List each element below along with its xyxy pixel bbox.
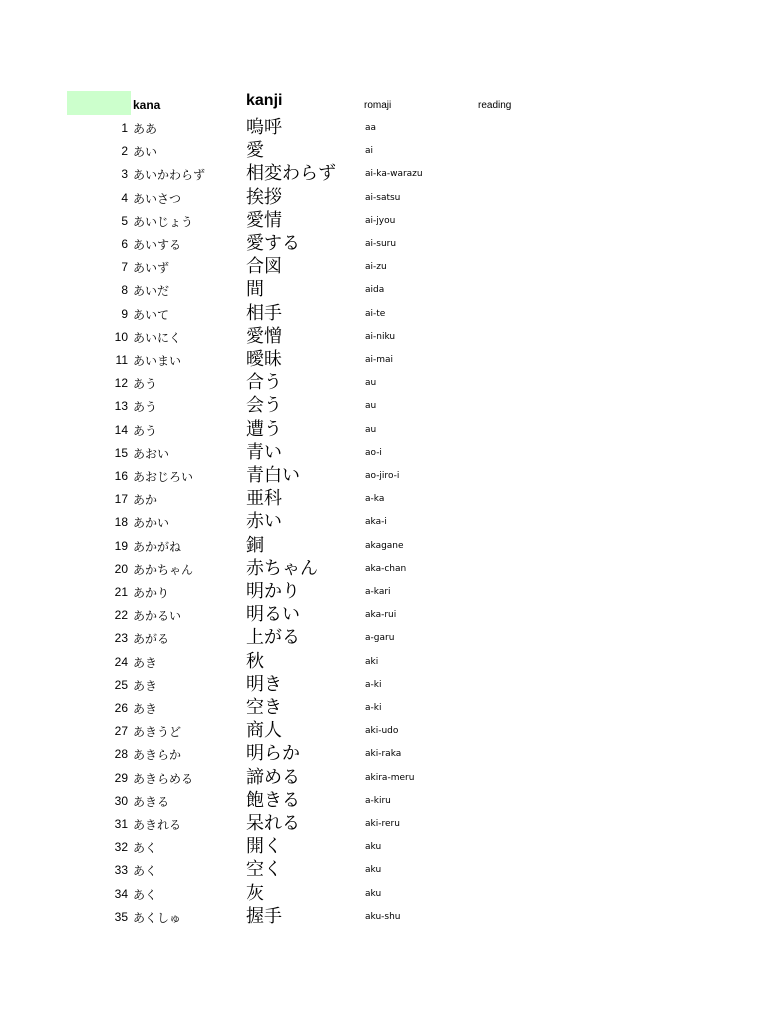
table-row	[0, 790, 768, 813]
kanji-cell[interactable]: 亜科	[246, 488, 282, 510]
kana-cell[interactable]: あかちゃん	[133, 562, 194, 577]
table-row	[0, 906, 768, 929]
romaji-cell[interactable]: aa	[365, 123, 377, 133]
romaji-cell[interactable]: ai-zu	[365, 262, 387, 273]
row-number[interactable]: 4	[121, 190, 128, 205]
romaji-cell[interactable]: ai-niku	[365, 331, 396, 342]
kanji-cell[interactable]: 青白い	[246, 465, 300, 486]
table-row	[0, 558, 768, 581]
romaji-cell[interactable]: a-ki	[365, 703, 382, 713]
table-row	[0, 883, 768, 906]
row-number[interactable]: 16	[114, 469, 128, 483]
table-row	[0, 581, 768, 604]
kana-cell[interactable]: あく	[133, 887, 158, 902]
table-row	[0, 720, 768, 743]
romaji-cell[interactable]: au	[365, 401, 377, 412]
table-row	[0, 651, 768, 674]
row-number[interactable]: 18	[114, 515, 128, 530]
kana-cell[interactable]: あかり	[133, 586, 170, 600]
table-row	[0, 488, 768, 511]
kanji-cell[interactable]: 相手	[246, 302, 282, 324]
table-row	[0, 627, 768, 650]
kana-cell[interactable]: あく	[133, 864, 158, 879]
romaji-cell[interactable]: ai-mai	[365, 355, 394, 365]
kanji-cell[interactable]: 遭う	[246, 418, 282, 440]
kanji-cell[interactable]: 愛情	[246, 209, 282, 231]
kanji-cell[interactable]: 銅	[246, 534, 264, 556]
row-number[interactable]: 22	[114, 608, 128, 623]
table-row	[0, 117, 768, 140]
kana-cell[interactable]: あう	[133, 423, 158, 438]
romaji-cell[interactable]: akira-meru	[365, 772, 415, 783]
romaji-cell[interactable]: aka-i	[365, 517, 387, 528]
romaji-cell[interactable]: aki-raka	[365, 749, 402, 760]
kana-cell[interactable]: あきらか	[133, 748, 182, 763]
kanji-cell[interactable]: 灰	[246, 882, 264, 904]
kana-cell[interactable]: あき	[133, 655, 158, 670]
romaji-cell[interactable]: aki-udo	[365, 726, 399, 737]
row-number[interactable]: 5	[121, 213, 128, 228]
kanji-cell[interactable]: 秋	[246, 650, 264, 672]
kanji-cell[interactable]: 相変わらず	[246, 163, 336, 185]
kana-cell[interactable]: あいにく	[133, 330, 182, 345]
kanji-cell[interactable]: 空き	[246, 697, 282, 718]
romaji-cell[interactable]: aka-rui	[365, 610, 397, 621]
kana-cell[interactable]: あか	[133, 493, 158, 508]
kana-cell[interactable]: ああ	[133, 122, 158, 136]
kanji-cell[interactable]: 赤ちゃん	[246, 557, 318, 579]
table-row	[0, 674, 768, 697]
kana-cell[interactable]: あおじろい	[133, 470, 194, 484]
kana-cell[interactable]: あいず	[133, 261, 170, 276]
romaji-cell[interactable]: a-garu	[365, 633, 395, 644]
table-row	[0, 256, 768, 279]
romaji-cell[interactable]: aida	[365, 285, 385, 296]
table-row	[0, 372, 768, 395]
kanji-cell[interactable]: 呆れる	[246, 813, 300, 834]
kanji-cell[interactable]: 握手	[246, 905, 282, 927]
table-row	[0, 511, 768, 534]
row-number[interactable]: 26	[114, 701, 128, 715]
kana-cell[interactable]: あい	[133, 145, 158, 160]
row-number[interactable]: 13	[114, 399, 128, 414]
kana-cell[interactable]: あいする	[133, 238, 182, 252]
kanji-cell[interactable]: 明るい	[246, 604, 300, 626]
romaji-cell[interactable]: ao-i	[365, 447, 382, 458]
table-row	[0, 697, 768, 720]
romaji-cell[interactable]: aki-reru	[365, 819, 400, 829]
romaji-cell[interactable]: a-kiru	[365, 795, 391, 806]
table-row	[0, 743, 768, 766]
kana-cell[interactable]: あいじょう	[133, 214, 194, 229]
table-row	[0, 140, 768, 163]
romaji-cell[interactable]: ai	[365, 146, 374, 157]
kanji-cell[interactable]: 諦める	[246, 766, 300, 788]
kanji-cell[interactable]: 明らか	[246, 743, 300, 765]
table-row	[0, 279, 768, 302]
kanji-cell[interactable]: 明かり	[246, 581, 300, 602]
kanji-cell[interactable]: 挨拶	[246, 186, 282, 208]
kana-cell[interactable]: あう	[133, 377, 158, 392]
row-number[interactable]: 34	[114, 886, 128, 901]
kana-cell[interactable]: あかるい	[133, 609, 182, 624]
table-row	[0, 233, 768, 256]
row-number[interactable]: 1	[121, 121, 128, 135]
row-number[interactable]: 8	[121, 283, 128, 298]
table-row	[0, 163, 768, 186]
row-number[interactable]: 6	[121, 237, 128, 251]
kanji-cell[interactable]: 青い	[246, 441, 282, 463]
header-kanji: kanji	[246, 92, 283, 109]
row-number[interactable]: 29	[114, 770, 128, 785]
header-romaji: romaji	[364, 100, 392, 111]
romaji-cell[interactable]: au	[365, 378, 377, 389]
row-number[interactable]: 2	[121, 144, 128, 159]
kanji-cell[interactable]: 明き	[246, 673, 282, 695]
row-number[interactable]: 20	[114, 561, 128, 576]
table-row	[0, 813, 768, 836]
kana-cell[interactable]: あがる	[133, 632, 170, 647]
row-number[interactable]: 21	[114, 585, 128, 599]
header-reading: reading	[478, 100, 512, 111]
row-number[interactable]: 17	[114, 492, 128, 507]
row-number[interactable]: 30	[114, 793, 128, 808]
kana-cell[interactable]: あいさつ	[133, 191, 182, 206]
romaji-cell[interactable]: ai-suru	[365, 239, 397, 249]
row-number[interactable]: 24	[114, 654, 128, 669]
romaji-cell[interactable]: ai-ka-warazu	[365, 169, 423, 180]
row-number[interactable]: 33	[114, 863, 128, 878]
kana-cell[interactable]: あき	[133, 702, 158, 716]
table-row	[0, 836, 768, 859]
kanji-cell[interactable]: 愛する	[246, 233, 300, 254]
table-row	[0, 210, 768, 233]
row-number[interactable]: 25	[114, 677, 128, 692]
kana-cell[interactable]: あう	[133, 400, 158, 415]
kanji-cell[interactable]: 商人	[246, 720, 282, 742]
kanji-cell[interactable]: 曖昧	[246, 349, 282, 370]
kana-cell[interactable]: あき	[133, 678, 158, 693]
row-number[interactable]: 35	[114, 909, 128, 924]
kana-cell[interactable]: あきらめる	[133, 771, 194, 786]
kana-cell[interactable]: あきる	[133, 794, 170, 809]
kana-cell[interactable]: あく	[133, 841, 158, 856]
table-row	[0, 419, 768, 442]
kanji-cell[interactable]: 空く	[246, 859, 282, 881]
row-number[interactable]: 31	[114, 817, 128, 831]
kanji-cell[interactable]: 愛	[246, 140, 264, 162]
row-number[interactable]: 32	[114, 840, 128, 855]
kana-cell[interactable]: あいて	[133, 307, 170, 322]
romaji-cell[interactable]: ai-jyou	[365, 215, 396, 226]
kana-cell[interactable]: あかがね	[133, 539, 182, 554]
table-row	[0, 767, 768, 790]
table-row	[0, 859, 768, 882]
romaji-cell[interactable]: aku	[365, 842, 382, 853]
romaji-cell[interactable]: aku-shu	[365, 911, 401, 922]
kanji-cell[interactable]: 愛憎	[246, 325, 282, 347]
row-number[interactable]: 7	[121, 260, 128, 275]
row-number[interactable]: 12	[114, 376, 128, 391]
row-number[interactable]: 27	[114, 724, 128, 739]
romaji-cell[interactable]: akagane	[365, 540, 404, 551]
kana-cell[interactable]: あいまい	[133, 354, 182, 368]
table-row	[0, 465, 768, 488]
kanji-cell[interactable]: 合う	[246, 372, 282, 394]
kanji-cell[interactable]: 間	[246, 279, 264, 301]
romaji-cell[interactable]: a-ka	[365, 494, 385, 505]
header-kana: kana	[133, 98, 161, 112]
romaji-cell[interactable]: a-ki	[365, 679, 382, 690]
row-number[interactable]: 10	[114, 329, 128, 344]
romaji-cell[interactable]: ao-jiro-i	[365, 471, 400, 481]
table-row	[0, 326, 768, 349]
row-number[interactable]: 3	[121, 167, 128, 182]
row-number[interactable]: 11	[115, 353, 128, 367]
row-number[interactable]: 14	[114, 422, 128, 437]
kanji-cell[interactable]: 赤い	[246, 511, 282, 533]
kana-cell[interactable]: あかい	[133, 516, 170, 531]
kanji-cell[interactable]: 合図	[246, 256, 282, 278]
romaji-cell[interactable]: aku	[365, 888, 382, 899]
romaji-cell[interactable]: aki	[365, 656, 379, 667]
romaji-cell[interactable]: ai-satsu	[365, 192, 401, 203]
kanji-cell[interactable]: 会う	[246, 395, 282, 417]
kana-cell[interactable]: あおい	[133, 446, 170, 461]
kanji-cell[interactable]: 上がる	[246, 627, 300, 649]
table-row	[0, 303, 768, 326]
kana-cell[interactable]: あきれる	[133, 818, 182, 832]
romaji-cell[interactable]: aka-chan	[365, 563, 407, 574]
row-number[interactable]: 15	[114, 445, 128, 460]
table-row	[0, 349, 768, 372]
kana-cell[interactable]: あいかわらず	[133, 168, 206, 183]
row-number[interactable]: 19	[114, 538, 128, 553]
highlighted-cell[interactable]	[67, 91, 131, 115]
table-row	[0, 535, 768, 558]
kana-cell[interactable]: あくしゅ	[133, 910, 182, 925]
row-number[interactable]: 23	[114, 631, 128, 646]
row-number[interactable]: 9	[121, 306, 128, 321]
romaji-cell[interactable]: au	[365, 424, 377, 435]
romaji-cell[interactable]: a-kari	[365, 587, 391, 597]
kanji-cell[interactable]: 開く	[246, 836, 282, 858]
table-row	[0, 187, 768, 210]
table-row	[0, 395, 768, 418]
table-row	[0, 604, 768, 627]
kana-cell[interactable]: あいだ	[133, 284, 170, 299]
romaji-cell[interactable]: aku	[365, 865, 382, 876]
row-number[interactable]: 28	[114, 747, 128, 762]
romaji-cell[interactable]: ai-te	[365, 308, 386, 319]
kanji-cell[interactable]: 飽きる	[246, 789, 300, 811]
kana-cell[interactable]: あきうど	[133, 725, 182, 740]
table-row	[0, 442, 768, 465]
kanji-cell[interactable]: 嗚呼	[246, 117, 282, 138]
